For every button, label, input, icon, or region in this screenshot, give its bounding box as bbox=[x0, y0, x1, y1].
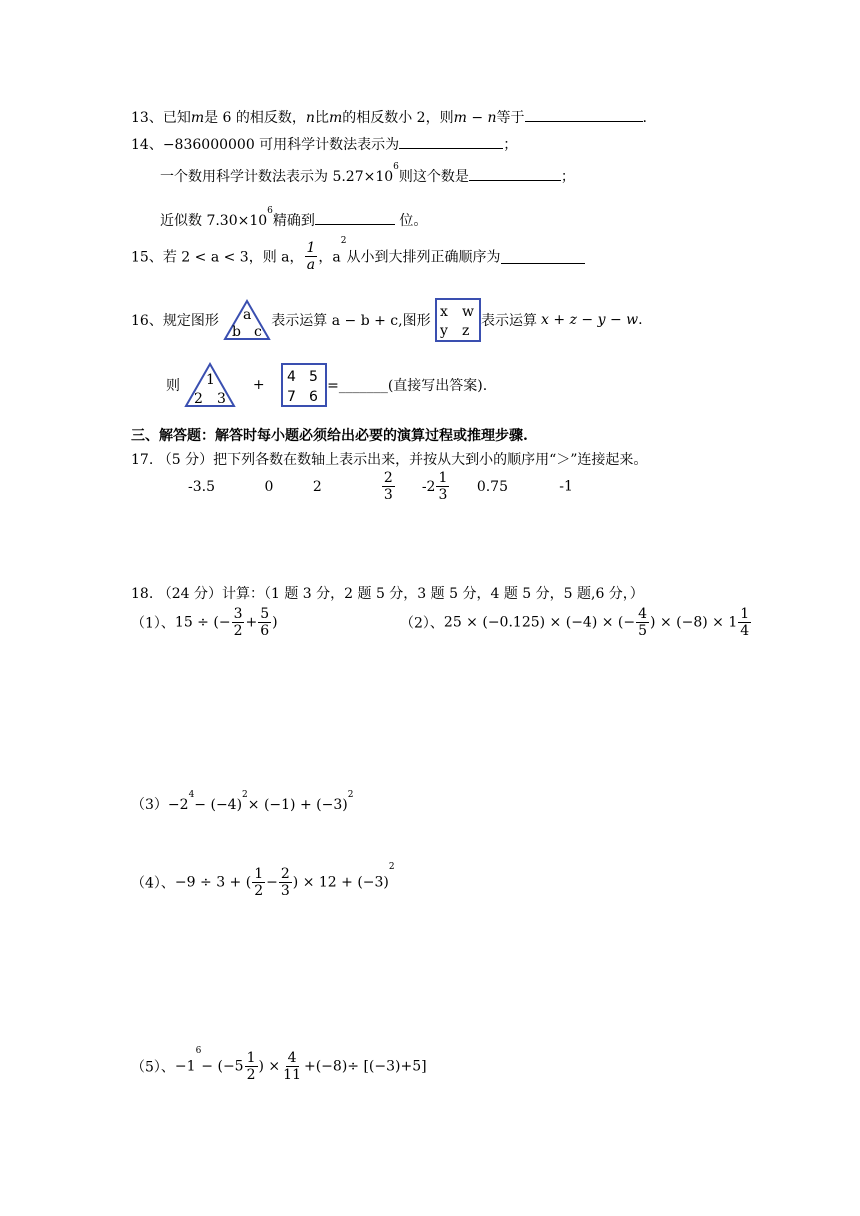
triangle-top-label: a bbox=[243, 307, 252, 323]
triangle-left-label: b bbox=[232, 324, 242, 340]
question-17-numbers: -3.5 0 2 $\frac{2}{3}$ -2 $\frac{1}{3}$ 0.75 -1 bbox=[188, 470, 573, 504]
question-14-line2: 一个数用科学计数法表示为 $5.27\times 10^6$则这个数是 ； bbox=[160, 162, 575, 185]
answer-blank bbox=[469, 166, 561, 181]
triangle-figure bbox=[223, 299, 271, 341]
problem-18-5: （5）、$-1^6- (-5$ $\frac{1}{2}$ ) × $\frac{4}{11}$ +(−8)÷ [(−3)+5] bbox=[131, 1046, 427, 1084]
square2-br-label: 6 bbox=[309, 389, 319, 405]
triangle2-top-label: 1 bbox=[206, 372, 216, 388]
question-14-line1: 14、−836000000 可用科学计数法表示为 ； bbox=[131, 134, 517, 154]
square2-tr-label: 5 bbox=[309, 369, 319, 385]
triangle2-right-label: 3 bbox=[217, 391, 227, 407]
answer-blank bbox=[501, 249, 585, 264]
fraction-2-3: $\frac{2}{3}$ bbox=[383, 470, 393, 504]
square2-tl-label: 4 bbox=[287, 369, 297, 385]
fraction-1-over-a: $\frac{1}{a}$ bbox=[306, 240, 316, 274]
question-13: 13、已知m是 6 的相反数，n比m的相反数小 2，则m − n等于 . bbox=[131, 107, 647, 127]
problem-18-4: （4）、−9 ÷ 3 + ( $\frac{1}{2}$ − $\frac{2}{3}$ ) × $12 + (-3)^2$ bbox=[131, 862, 395, 900]
square-br-label: z bbox=[462, 323, 470, 339]
square-tl-label: x bbox=[440, 304, 448, 320]
question-18-title: 18. （24 分）计算：（1 题 3 分，2 题 5 分，3 题 5 分，4 题 5 分，5 题,6 分，） bbox=[131, 586, 644, 602]
question-16-line1: 16、规定图形 a b c 表示运算 a − b + c,图形 x w y z 表示运算 x + z − y − w. bbox=[131, 298, 643, 342]
square-figure bbox=[435, 298, 481, 342]
section-3-heading: 三、解答题：解答时每小题必须给出必要的演算过程或推理步骤. bbox=[131, 428, 528, 444]
answer-blank bbox=[315, 210, 395, 225]
question-17-title: 17. （5 分）把下列各数在数轴上表示出来，并按从大到小的顺序用“＞”连接起来。 bbox=[131, 452, 648, 468]
triangle-right-label: c bbox=[254, 324, 263, 340]
square-bl-label: y bbox=[440, 323, 448, 339]
question-16-line2: 则 1 2 3 + 4 5 7 6 =_______(直接写出答案). bbox=[166, 362, 487, 408]
square2-bl-label: 7 bbox=[287, 389, 297, 405]
answer-blank bbox=[399, 134, 503, 149]
triangle2-left-label: 2 bbox=[194, 391, 204, 407]
fraction-1-3: $\frac{1}{3}$ bbox=[438, 470, 448, 504]
square-figure-2 bbox=[281, 363, 327, 407]
square-tr-label: w bbox=[462, 304, 475, 320]
question-15: 15、若 2 < a < 3，则 a， $\frac{1}{a}$ ，$a^2$从小到大排列正确顺序为 bbox=[131, 240, 585, 273]
triangle-figure-2 bbox=[184, 362, 236, 408]
problem-18-2: （2）、25 × (−0.125) × (−4) × (− $\frac{4}{5}$ ) × (−8) × 1 $\frac{1}{4}$ bbox=[400, 606, 750, 640]
problem-18-3: $(3)-2^4- (-4)^2\times (-1) + (-3)^2$ bbox=[131, 790, 354, 813]
answer-blank bbox=[525, 107, 643, 122]
problem-18-1: （1）、15 ÷ (− $\frac{3}{2}$ + $\frac{5}{6}$ ) bbox=[131, 606, 278, 640]
question-14-line3: 近似数 $7.30\times 10^6$精确到 位。 bbox=[160, 206, 428, 229]
